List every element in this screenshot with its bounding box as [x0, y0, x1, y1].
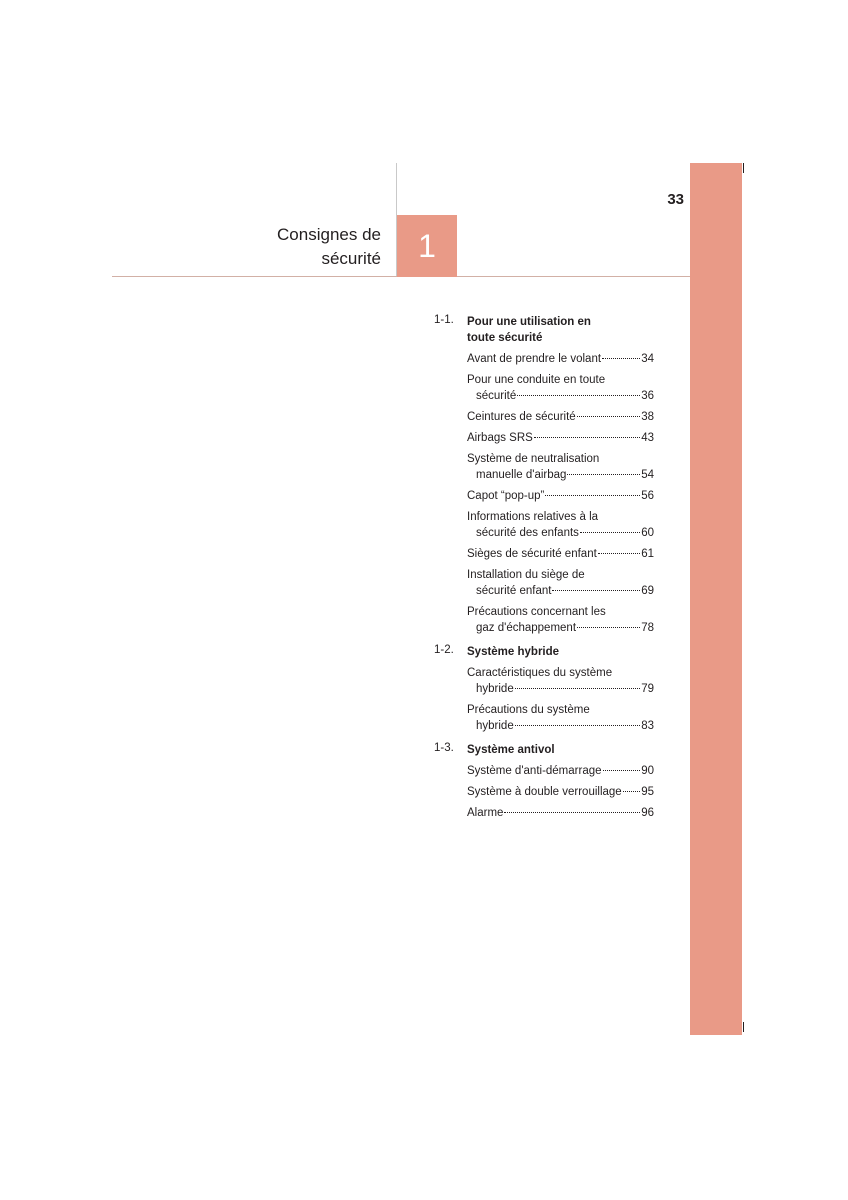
toc-section [434, 644, 654, 734]
toc-entry-title: Ceintures de sécurité [467, 411, 576, 423]
toc-entry[interactable] [467, 763, 654, 779]
toc-entry-page: 34 [641, 353, 654, 365]
toc-entry-page: 96 [641, 807, 654, 819]
toc-section-title: Système hybride [467, 646, 560, 658]
toc-entry-page: 83 [641, 720, 654, 732]
toc-section [434, 742, 654, 821]
toc-entry-page: 60 [641, 527, 654, 539]
toc-dot-leader [598, 553, 640, 554]
toc-entry[interactable] [467, 702, 654, 734]
toc-dot-leader [545, 495, 640, 496]
toc-entry[interactable] [467, 805, 654, 821]
toc-entry-page: 38 [641, 411, 654, 423]
toc-entry-page: 61 [641, 548, 654, 560]
toc-entry-page: 90 [641, 765, 654, 777]
toc-dot-leader [504, 812, 640, 813]
toc-entry[interactable] [467, 509, 654, 541]
toc-dot-leader [623, 791, 641, 792]
toc-dot-leader [517, 395, 640, 396]
toc-entry-page: 56 [641, 490, 654, 502]
toc-entry-page: 43 [641, 432, 654, 444]
toc-entry[interactable] [467, 409, 654, 425]
toc-entry[interactable] [467, 488, 654, 504]
toc-entry-title-line1: Système de neutralisation [467, 453, 600, 465]
toc-section-title: Pour une utilisation en toute sécurité [467, 316, 591, 344]
toc-section-number: 1-3. [434, 742, 454, 754]
chapter-title-line1: Consignes de [277, 225, 381, 244]
toc-entry-title: manuelle d'airbag [476, 469, 567, 481]
toc-entry[interactable] [467, 546, 654, 562]
toc-entry-title-line1: Précautions concernant les [467, 606, 606, 618]
toc-entry[interactable] [467, 567, 654, 599]
toc-entry-page: 69 [641, 585, 654, 597]
toc-entry-title-line1: Pour une conduite en toute [467, 374, 606, 386]
toc-dot-leader [602, 358, 640, 359]
crop-mark-bottom [743, 1022, 744, 1032]
chapter-side-tab [690, 163, 742, 1035]
toc-entry-title: Avant de prendre le volant [467, 353, 602, 365]
toc-section-title: Système antivol [467, 744, 555, 756]
toc-entry-title: Sièges de sécurité enfant [467, 548, 597, 560]
crop-mark-top [743, 163, 744, 173]
toc-entry-page: 54 [641, 469, 654, 481]
toc-entry[interactable] [467, 784, 654, 800]
toc-section-heading[interactable] [434, 742, 654, 758]
toc-entry-title: sécurité des enfants [476, 527, 579, 539]
chapter-number-box [397, 215, 457, 277]
toc-section-number: 1-2. [434, 644, 454, 656]
toc-entry[interactable] [467, 604, 654, 636]
toc-entry[interactable] [467, 372, 654, 404]
toc-dot-leader [567, 474, 640, 475]
toc-entry-title: hybride [476, 683, 514, 695]
toc-entry-page: 36 [641, 390, 654, 402]
toc-section-heading[interactable] [434, 314, 654, 346]
toc-dot-leader [577, 416, 641, 417]
toc-entry-page: 78 [641, 622, 654, 634]
toc-dot-leader [580, 532, 640, 533]
toc-entry-title: Système à double verrouillage [467, 786, 622, 798]
toc-entry[interactable] [467, 665, 654, 697]
toc-entry-title-line1: Caractéristiques du système [467, 667, 613, 679]
toc-entry-title-line1: Informations relatives à la [467, 511, 599, 523]
chapter-number: 1 [418, 227, 436, 264]
toc-entry-page: 79 [641, 683, 654, 695]
toc-entry-title: Capot “pop-up” [467, 490, 545, 502]
toc-dot-leader [515, 725, 640, 726]
table-of-contents [434, 314, 654, 821]
toc-entry-title: Alarme [467, 807, 504, 819]
chapter-title [121, 223, 381, 271]
page-number: 33 [667, 191, 684, 208]
toc-entry-title-line1: Précautions du système [467, 704, 590, 716]
toc-entry[interactable] [467, 430, 654, 446]
toc-entry-title-line1: Installation du siège de [467, 569, 585, 581]
toc-section [434, 314, 654, 636]
toc-entry-title: Système d'anti-démarrage [467, 765, 602, 777]
toc-dot-leader [534, 437, 640, 438]
toc-section-number: 1-1. [434, 314, 454, 326]
toc-entry-page: 95 [641, 786, 654, 798]
toc-entry-title: hybride [476, 720, 514, 732]
toc-entry[interactable] [467, 351, 654, 367]
toc-entry-title: sécurité enfant [476, 585, 552, 597]
toc-dot-leader [577, 627, 640, 628]
toc-entry-title: gaz d'échappement [476, 622, 577, 634]
toc-entry-title: sécurité [476, 390, 517, 402]
toc-entry[interactable] [467, 451, 654, 483]
chapter-title-line2: sécurité [321, 249, 381, 268]
toc-dot-leader [603, 770, 641, 771]
toc-section-heading[interactable] [434, 644, 654, 660]
toc-entry-title: Airbags SRS [467, 432, 533, 444]
toc-dot-leader [552, 590, 640, 591]
toc-dot-leader [515, 688, 640, 689]
